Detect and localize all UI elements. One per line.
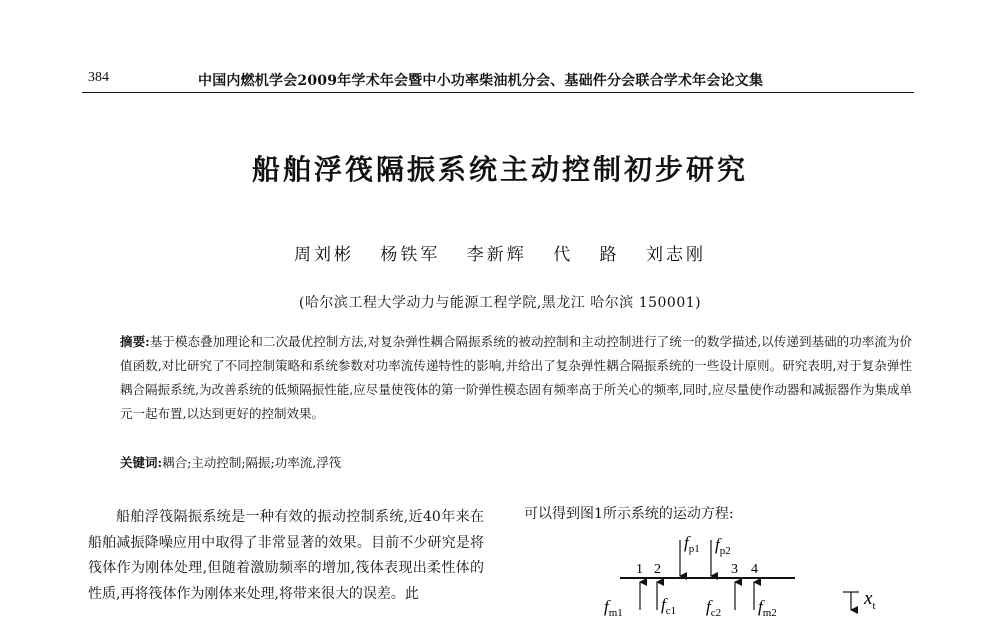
node-label-1: 1 (636, 562, 643, 577)
label-f-p2-sub: p2 (719, 545, 731, 557)
abstract-text: 基于模态叠加理论和二次最优控制方法,对复杂弹性耦合隔振系统的被动控制和主动控制进行了统一的数学描述,以传递到基础的功率流为价值函数,对比研究了不同控制策略和系统参数对功率流传递特性的影响,并给出了复杂弹性耦合隔振系统的一些设计原则。研究表明,对于复杂弹性耦合隔振系统,为改善系统的低频隔振性能,应尽量使筏体的第一阶弹性模态固有频率高于所关心的频率,同时,应尽量使作动器和减振器作为集成单元一起布置,以达到更好的控制效果。 (120, 334, 912, 421)
label-x-sub: t (872, 600, 876, 612)
body-text-right: 可以得到图1所示系统的运动方程: (524, 506, 734, 522)
keywords-label: 关键词: (120, 455, 163, 470)
figure-1-diagram (600, 528, 900, 638)
label-f-c1-sub: c1 (665, 605, 677, 617)
keywords (120, 453, 912, 471)
label-f-m2-sub: m2 (762, 607, 777, 619)
affiliation: (哈尔滨工程大学动力与能源工程学院,黑龙江 哈尔滨 150001) (298, 295, 702, 311)
node-label-4: 4 (751, 562, 758, 577)
label-f-p1-sub: p1 (688, 543, 700, 555)
label-f-m1-sub: m1 (608, 607, 623, 619)
label-f-c1: f (661, 595, 666, 614)
svg-text:fp1 (684, 533, 700, 555)
authors: 周刘彬 杨铁军 李新辉 代 路 刘志刚 (293, 245, 707, 265)
svg-text:fp2 (715, 535, 731, 557)
header-rule (82, 92, 914, 93)
abstract (120, 330, 912, 426)
page-number: 384 (88, 70, 109, 85)
label-f-p1: f (684, 533, 689, 552)
svg-text:fc2 (706, 597, 721, 619)
svg-text:fm2 (758, 597, 777, 619)
label-f-c2: f (706, 597, 711, 616)
svg-text:fc1 (661, 595, 676, 617)
node-label-2: 2 (654, 562, 661, 577)
running-header: 中国内燃机学会2009年学术年会暨中小功率柴油机分会、基础件分会联合学术年会论文集 (198, 73, 764, 89)
abstract-label: 摘要: (120, 334, 150, 349)
body-text-left: 船舶浮筏隔振系统是一种有效的振动控制系统,近40年来在船舶减振降噪应用中取得了非常显著的效果。目前不少研究是将筏体作为刚体处理,但随着激励频率的增加,筏体表现出柔性体的性质,再将筏体作为刚体来处理,将带来很大的误差。此 (88, 509, 484, 602)
label-f-m1: f (604, 597, 609, 616)
label-f-c2-sub: c2 (710, 607, 722, 619)
label-f-m2: f (758, 597, 763, 616)
keywords-text: 耦合;主动控制;隔振;功率流,浮筏 (162, 455, 342, 470)
svg-text:fm1 (604, 597, 623, 619)
node-label-3: 3 (731, 562, 738, 577)
paper-title: 船舶浮筏隔振系统主动控制初步研究 (251, 153, 748, 186)
svg-text:xt (863, 588, 876, 612)
label-f-p2: f (715, 535, 720, 554)
label-x: x (864, 588, 873, 609)
